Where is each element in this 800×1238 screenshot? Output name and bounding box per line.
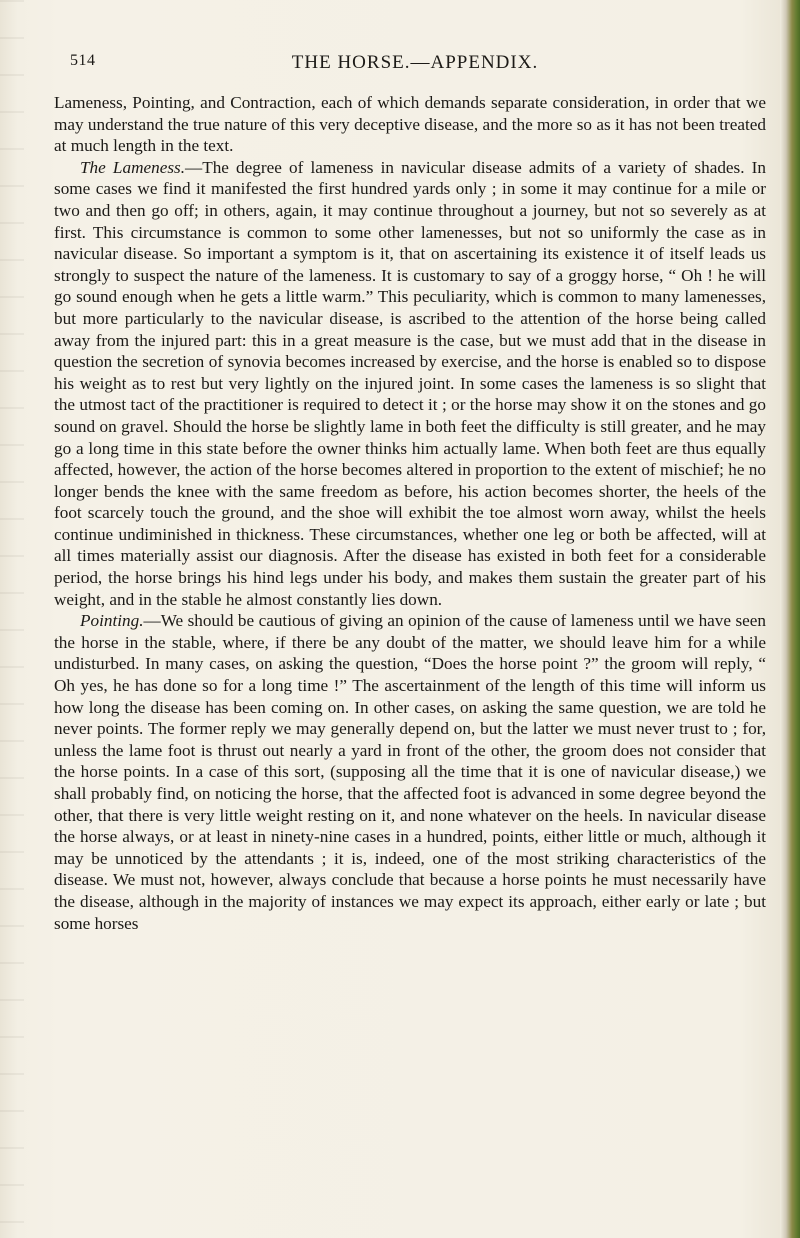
section-heading-lameness: The Lameness. [80, 157, 186, 177]
page-binding-edge [780, 0, 800, 1238]
paragraph-pointing [54, 610, 766, 934]
paragraph-text: —We should be cautious of giving an opinion of the cause of lameness until we have seen the horse in the stable, where, if there be any doubt of the matter, we should leave him for a while undisturbed. In many cases, on asking the question, “Does the horse point ?” the groom will reply, “ Oh yes, he has done so for a long time !” The ascertainment of the length of this time will inform us how long the disease has been coming on. In other cases, on asking the same question, we are told he never points. The former reply we may generally depend on, but the latter we must never trust to ; for, unless the lame foot is thrust out nearly a yard in front of the other, the groom does not consider that the horse points. In a case of this sort, (supposing all the time that it is one of navicular disease,) we shall probably find, on noticing the horse, that the affected foot is advanced in some degree beyond the other, that there is very little weight resting on it, and none whatever on the heels. In navicular disease the horse always, or at least in ninety-nine cases in a hundred, points, either little or much, although it may be unnoticed by the attendants ; it is, indeed, one of the most striking characteristics of the disease. We must not, however, always conclude that because a horse points he must necessarily have the disease, although in the majority of instances we may expect its approach, either early or late ; but some horses [54, 611, 766, 933]
paragraph-intro [54, 92, 766, 157]
section-heading-pointing: Pointing. [80, 611, 144, 631]
paragraph-text: —The degree of lameness in navicular disease admits of a variety of shades. In some cases we find it manifested the first hundred yards only ; in some it may continue for a mile or two and then go off; in others, again, it may continue throughout a journey, but not so severely as at first. This circumstance is common to some other lamenesses, but not so uniformly the case as in navicular disease. So important a symptom is it, that on ascertaining its existence it of itself leads us strongly to suspect the nature of the lameness. It is customary to say of a groggy horse, “ Oh ! he will go sound enough when he gets a little warm.” This peculiarity, which is common to many lamenesses, but more particularly to the navicular disease, is ascribed to the attention of the horse being called away from the injured part: this in a great measure is the case, but we must add that in the disease in question the secretion of synovia becomes increased by exercise, and the horse is enabled so to dispose his weight as to rest but very lightly on the injured joint. In some cases the lameness is so slight that the utmost tact of the practitioner is required to detect it ; or the horse may show it on the stones and go sound on gravel. Should the horse be slightly lame in both feet the difficulty is still greater, and he may go a long time in this state before the owner thinks him actually lame. When both feet are thus equally affected, however, the action of the horse becomes altered in proportion to the extent of mischief; he no longer bends the knee with the same freedom as before, his action becomes shorter, the heels of the foot scarcely touch the ground, and the shoe will exhibit the toe almost worn away, whilst the heels continue undiminished in thickness. These circumstances, whether one leg or both be affected, will at all times materially assist our diagnosis. After the disease has existed in both feet for a considerable period, the horse brings his hind legs under his body, and makes them sustain the greater part of his weight, and in the stable he almost constantly lies down. [54, 157, 767, 609]
page-number: 514 [70, 52, 96, 69]
running-title: THE HORSE.—APPENDIX. [291, 52, 539, 73]
paragraph-text: Lameness, Pointing, and Contraction, each of which demands separate consideration, in order that we may understand the true nature of this very deceptive disease, and the more so as it has not been treated at much length in the text. [54, 93, 766, 156]
body-text [54, 92, 766, 934]
paragraph-lameness [54, 157, 766, 610]
page-left-margin [0, 0, 24, 1238]
page-header [70, 52, 760, 80]
